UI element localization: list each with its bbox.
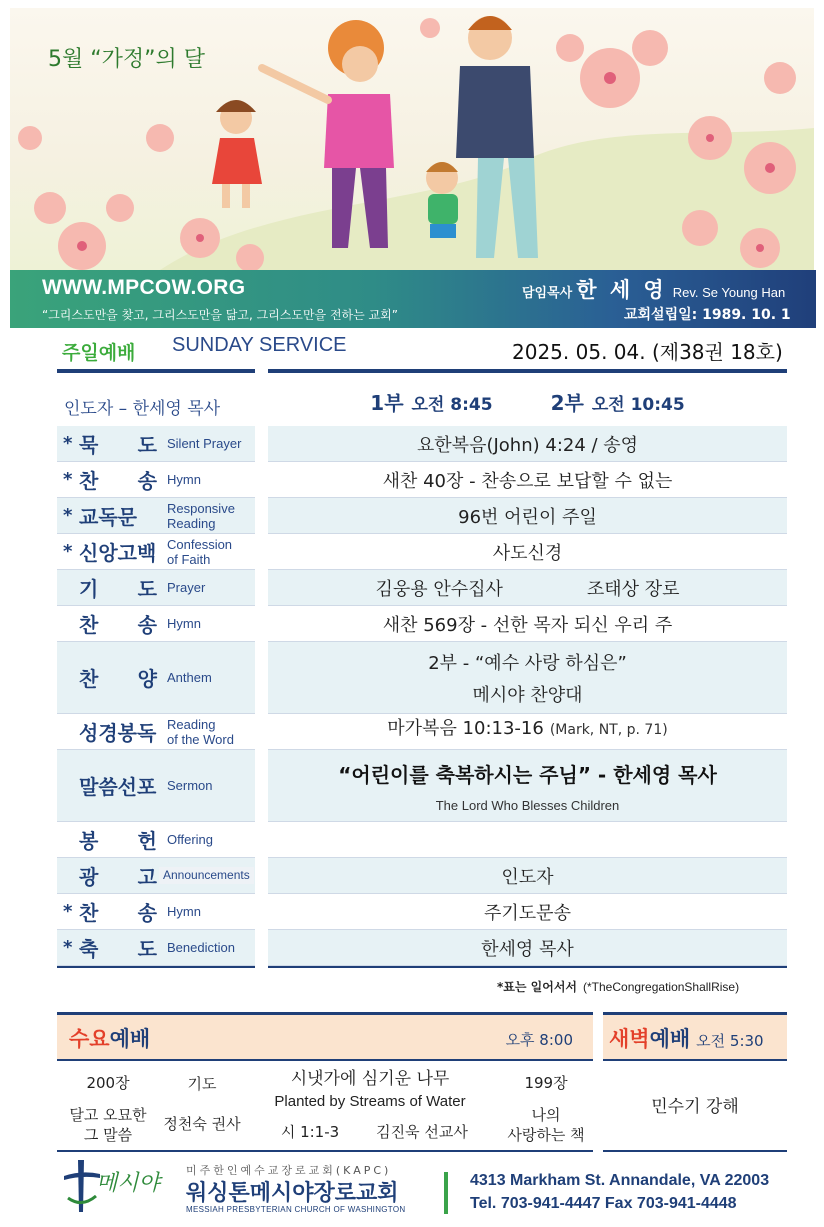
wednesday-hymn-1-title: 달고 오묘한 그 말씀 (69, 1106, 147, 1144)
sermon-title: “어린이를 축복하시는 주님” - 한세영 목사 (338, 762, 717, 787)
order-item-ko: 기 도 (79, 577, 157, 601)
order-item-ko: 찬 송 (79, 613, 157, 637)
leader-name: 한세영 목사 (132, 399, 221, 419)
service-date: 2025. 05. 04. (제38권 18호) (512, 340, 783, 364)
divider (603, 1059, 787, 1061)
wednesday-hymn-2: 199장 (524, 1074, 568, 1092)
order-row-offering (57, 822, 787, 858)
order-row-responsive-reading (57, 498, 787, 534)
pastor-info (522, 274, 785, 304)
order-item-content: 김웅용 안수집사 조태상 장로 (268, 570, 787, 606)
wednesday-sermon-title-en: Planted by Streams of Water (274, 1093, 466, 1110)
pastor-label: 담임목사 (522, 286, 573, 301)
divider (57, 369, 255, 373)
divider (57, 1150, 593, 1152)
order-item-en: Offering (167, 832, 214, 847)
order-item-content: 사도신경 (268, 534, 787, 570)
order-item-ko: 묵 도 (79, 433, 157, 457)
order-item-content: 요한복음(John) 4:24 / 송영 (268, 426, 787, 462)
order-row-announcements (57, 858, 787, 894)
order-item-en: Reading of the Word (167, 716, 234, 747)
wednesday-sermon-title: 시냇가에 심기운 나무 (290, 1069, 450, 1089)
standing-mark: * (63, 937, 73, 958)
sunday-title-ko: 주일예배 (62, 342, 136, 364)
order-row-prayer (57, 570, 787, 606)
divider (57, 966, 787, 968)
dawn-service-header (603, 1015, 787, 1059)
church-phone: Tel. 703-941-4447 Fax 703-941-4448 (470, 1195, 737, 1212)
order-row-benediction (57, 930, 787, 966)
wednesday-service-header (57, 1015, 593, 1059)
denomination: 미주한인예수교장로교회(KAPC) (186, 1164, 392, 1177)
order-item-ko: 찬 송 (79, 469, 157, 493)
order-row-silent-prayer (57, 426, 787, 462)
divider (57, 1059, 593, 1061)
leader-label: 인도자 – (64, 399, 128, 419)
service-2-time: 2부 오전 10:45 (550, 390, 685, 415)
order-item-content: 인도자 (268, 858, 787, 894)
order-item-en: Silent Prayer (167, 436, 242, 451)
service-1-time: 1부 오전 8:45 (370, 390, 493, 415)
order-item-en: Hymn (167, 904, 201, 919)
order-item-ko: 봉 헌 (79, 829, 157, 853)
order-item-ko: 찬 양 (79, 667, 157, 691)
order-item-en: Hymn (167, 616, 201, 631)
order-item-en: Announcements (159, 867, 254, 884)
founded-date: 교회설립일: 1989. 10. 1 (624, 307, 791, 323)
order-item-content: 2부 - “예수 사랑 하심은” 메시야 찬양대 (268, 642, 787, 714)
wednesday-hymn-1: 200장 (86, 1074, 130, 1092)
dawn-time: 오전 5:30 (696, 1032, 764, 1050)
order-row-scripture (57, 714, 787, 750)
wednesday-title: 수요예배 (69, 1027, 151, 1051)
wednesday-preacher: 김진욱 선교사 (376, 1123, 468, 1141)
standing-mark: * (63, 469, 73, 490)
order-item-en: Prayer (167, 580, 206, 595)
order-item-en: Responsive Reading (167, 500, 235, 531)
order-item-ko: 말씀선포 (79, 775, 157, 799)
banner-title: 5월 “가정”의 달 (48, 47, 206, 72)
order-item-ko: 광 고 (79, 865, 157, 889)
logo-wordmark: 메시야 (96, 1171, 160, 1196)
wednesday-prayer-person: 정천숙 권사 (163, 1115, 241, 1133)
stand-note: *표는 일어서서 (*TheCongregationShallRise) (497, 980, 740, 994)
sermon-title-en: The Lord Who Blesses Children (435, 797, 620, 813)
pastor-name-en: Rev. Se Young Han (672, 285, 786, 300)
church-name-en: MESSIAH PRESBYTERIAN CHURCH OF WASHINGTON (186, 1205, 406, 1214)
leader-line (64, 394, 220, 419)
order-row-hymn-2 (57, 606, 787, 642)
church-name-ko: 워싱톤메시야장로교회 (186, 1181, 399, 1206)
wednesday-prayer-label: 기도 (187, 1075, 217, 1093)
church-motto: “그리스도만을 찾고, 그리스도만을 닮고, 그리스도만을 전하는 교회” (42, 308, 398, 322)
website-link[interactable]: WWW.MPCOW.ORG (42, 276, 246, 299)
wednesday-scripture: 시 1:1-3 (280, 1123, 340, 1141)
standing-mark: * (63, 541, 73, 562)
order-item-ko: 축 도 (79, 937, 157, 961)
boy-figure (426, 162, 458, 238)
divider (603, 1150, 787, 1152)
order-item-content: 주기도문송 (268, 894, 787, 930)
order-item-en: Sermon (167, 778, 213, 793)
service-times (268, 378, 787, 424)
order-row-hymn-3 (57, 894, 787, 930)
church-address: 4313 Markham St. Annandale, VA 22003 (470, 1172, 770, 1189)
order-item-ko: 신앙고백 (79, 541, 157, 565)
order-row-anthem (57, 642, 787, 714)
standing-mark: * (63, 433, 73, 454)
wednesday-hymn-2-title: 나의 사랑하는 책 (507, 1106, 585, 1144)
header-bar (10, 270, 816, 328)
order-item-en: Anthem (167, 670, 212, 685)
order-item-content (268, 750, 787, 822)
order-item-content: 새찬 40장 - 찬송으로 보답할 수 없는 (268, 462, 787, 498)
girl-figure (212, 100, 262, 208)
standing-mark: * (63, 505, 73, 526)
sunday-service-title (62, 334, 347, 365)
order-item-ko: 교독문 (79, 505, 137, 529)
dawn-title: 새벽예배 오전 5:30 (609, 1027, 764, 1051)
banner-illustration (10, 8, 814, 270)
order-item-content: 96번 어린이 주일 (268, 498, 787, 534)
order-item-content: 새찬 569장 - 선한 목자 되신 우리 주 (268, 606, 787, 642)
order-item-en: Hymn (167, 472, 201, 487)
wednesday-time: 오후 8:00 (505, 1031, 573, 1049)
order-item-ko: 찬 송 (79, 901, 157, 925)
dawn-content: 민수기 강해 (651, 1097, 739, 1117)
divider (268, 369, 787, 373)
order-item-en: Confession of Faith (167, 536, 233, 567)
pastor-name: 한 세 영 (576, 278, 667, 302)
order-item-ko: 성경봉독 (79, 721, 157, 745)
order-row-confession (57, 534, 787, 570)
order-item-en: Benediction (167, 940, 235, 955)
order-item-content (268, 822, 787, 858)
order-item-content: 마가복음 10:13-16 (Mark, NT, p. 71) (268, 714, 787, 750)
order-row-hymn-1 (57, 462, 787, 498)
standing-mark: * (63, 901, 73, 922)
sunday-title-en: SUNDAY SERVICE (172, 334, 347, 356)
divider (444, 1172, 448, 1214)
order-item-content: 한세영 목사 (268, 930, 787, 966)
order-row-sermon (57, 750, 787, 822)
